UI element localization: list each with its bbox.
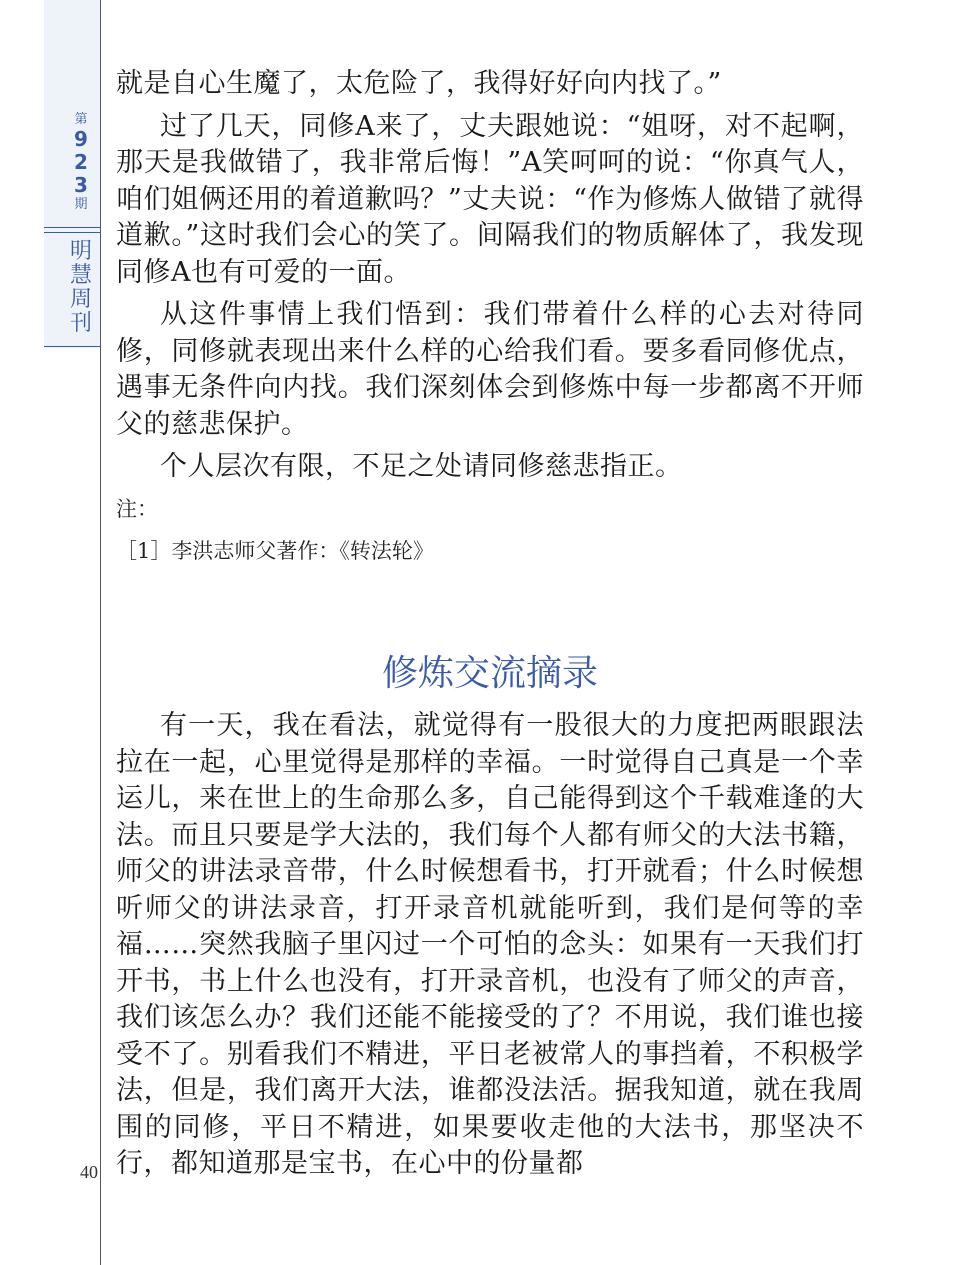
issue-suffix: 期: [74, 197, 88, 212]
magazine-char: 慧: [69, 263, 92, 288]
paragraph: 就是自心生魔了，太危险了，我得好好向内找了。”: [116, 68, 722, 99]
sidebar-rule-top-double: [44, 232, 101, 233]
issue-digit: 9: [74, 127, 88, 151]
issue-digit: 3: [74, 173, 88, 197]
paragraph: 有一天，我在看法，就觉得有一股很大的力度把两眼跟法拉在一起，心里觉得是那样的幸福。一时觉得自己真是一个幸运儿，来在世上的生命那么多，自己能得到这个千载难逢的大法。而且只要是学大法的，我们每个人都有师父的大法书籍，师父的讲法录音带，什么时候想看书，打开就看；什么时候想听师父的讲法录音，打开录音机就能听到，我们是何等的幸福……突然我脑子里闪过一个可怕的念头：如果有一天我们打开书，书上什么也没有，打开录音机，也没有了师父的声音，我们该怎么办？我们还能不能接受的了？不用说，我们谁也接受不了。别看我们不精进，平日老被常人的事挡着，不积极学法，但是，我们离开大法，谁都没法活。据我知道，就在我周围的同修，平日不精进，如果要收走他的大法书，那坚决不行，都知道那是宝书，在心中的份量都: [116, 710, 864, 1179]
paragraph: 过了几天，同修A来了，丈夫跟她说：“姐呀，对不起啊，那天是我做错了，我非常后悔！”A笑呵呵的说：“你真气人，咱们姐俩还用的着道歉吗？”丈夫说：“作为修炼人做错了就得道歉。”这时我们会心的笑了。间隔我们的物质解体了，我发现同修A也有可爱的一面。: [116, 110, 864, 288]
sidebar-rule-bottom: [44, 346, 101, 347]
sidebar-vertical-rule: [100, 0, 101, 1265]
paragraph: 从这件事情上我们悟到：我们带着什么样的心去对待同修，同修就表现出来什么样的心给我们看。要多看同修优点，遇事无条件向内找。我们深刻体会到修炼中每一步都离不开师父的慈悲保护。: [116, 299, 864, 440]
issue-digits: [62, 128, 100, 197]
article-continuation: [116, 66, 864, 566]
magazine-char: 明: [69, 239, 92, 264]
sidebar-rule-top: [44, 227, 101, 228]
article-title: 修炼交流摘录: [381, 653, 598, 694]
magazine-char: 周: [69, 287, 92, 312]
paragraph: 个人层次有限，不足之处请同修慈悲指正。: [160, 451, 683, 482]
sidebar: [0, 0, 102, 1265]
magazine-char: 刊: [69, 311, 92, 336]
footnote-label: 注：: [116, 496, 158, 521]
footnote-item: ［1］李洪志师父著作：《转法轮》: [116, 538, 434, 563]
article-body: [116, 708, 864, 1189]
page-number: 40: [80, 1162, 98, 1182]
magazine-name: [62, 240, 100, 336]
issue-number: [62, 112, 100, 213]
issue-prefix: 第: [74, 112, 88, 127]
issue-digit: 2: [74, 150, 88, 174]
